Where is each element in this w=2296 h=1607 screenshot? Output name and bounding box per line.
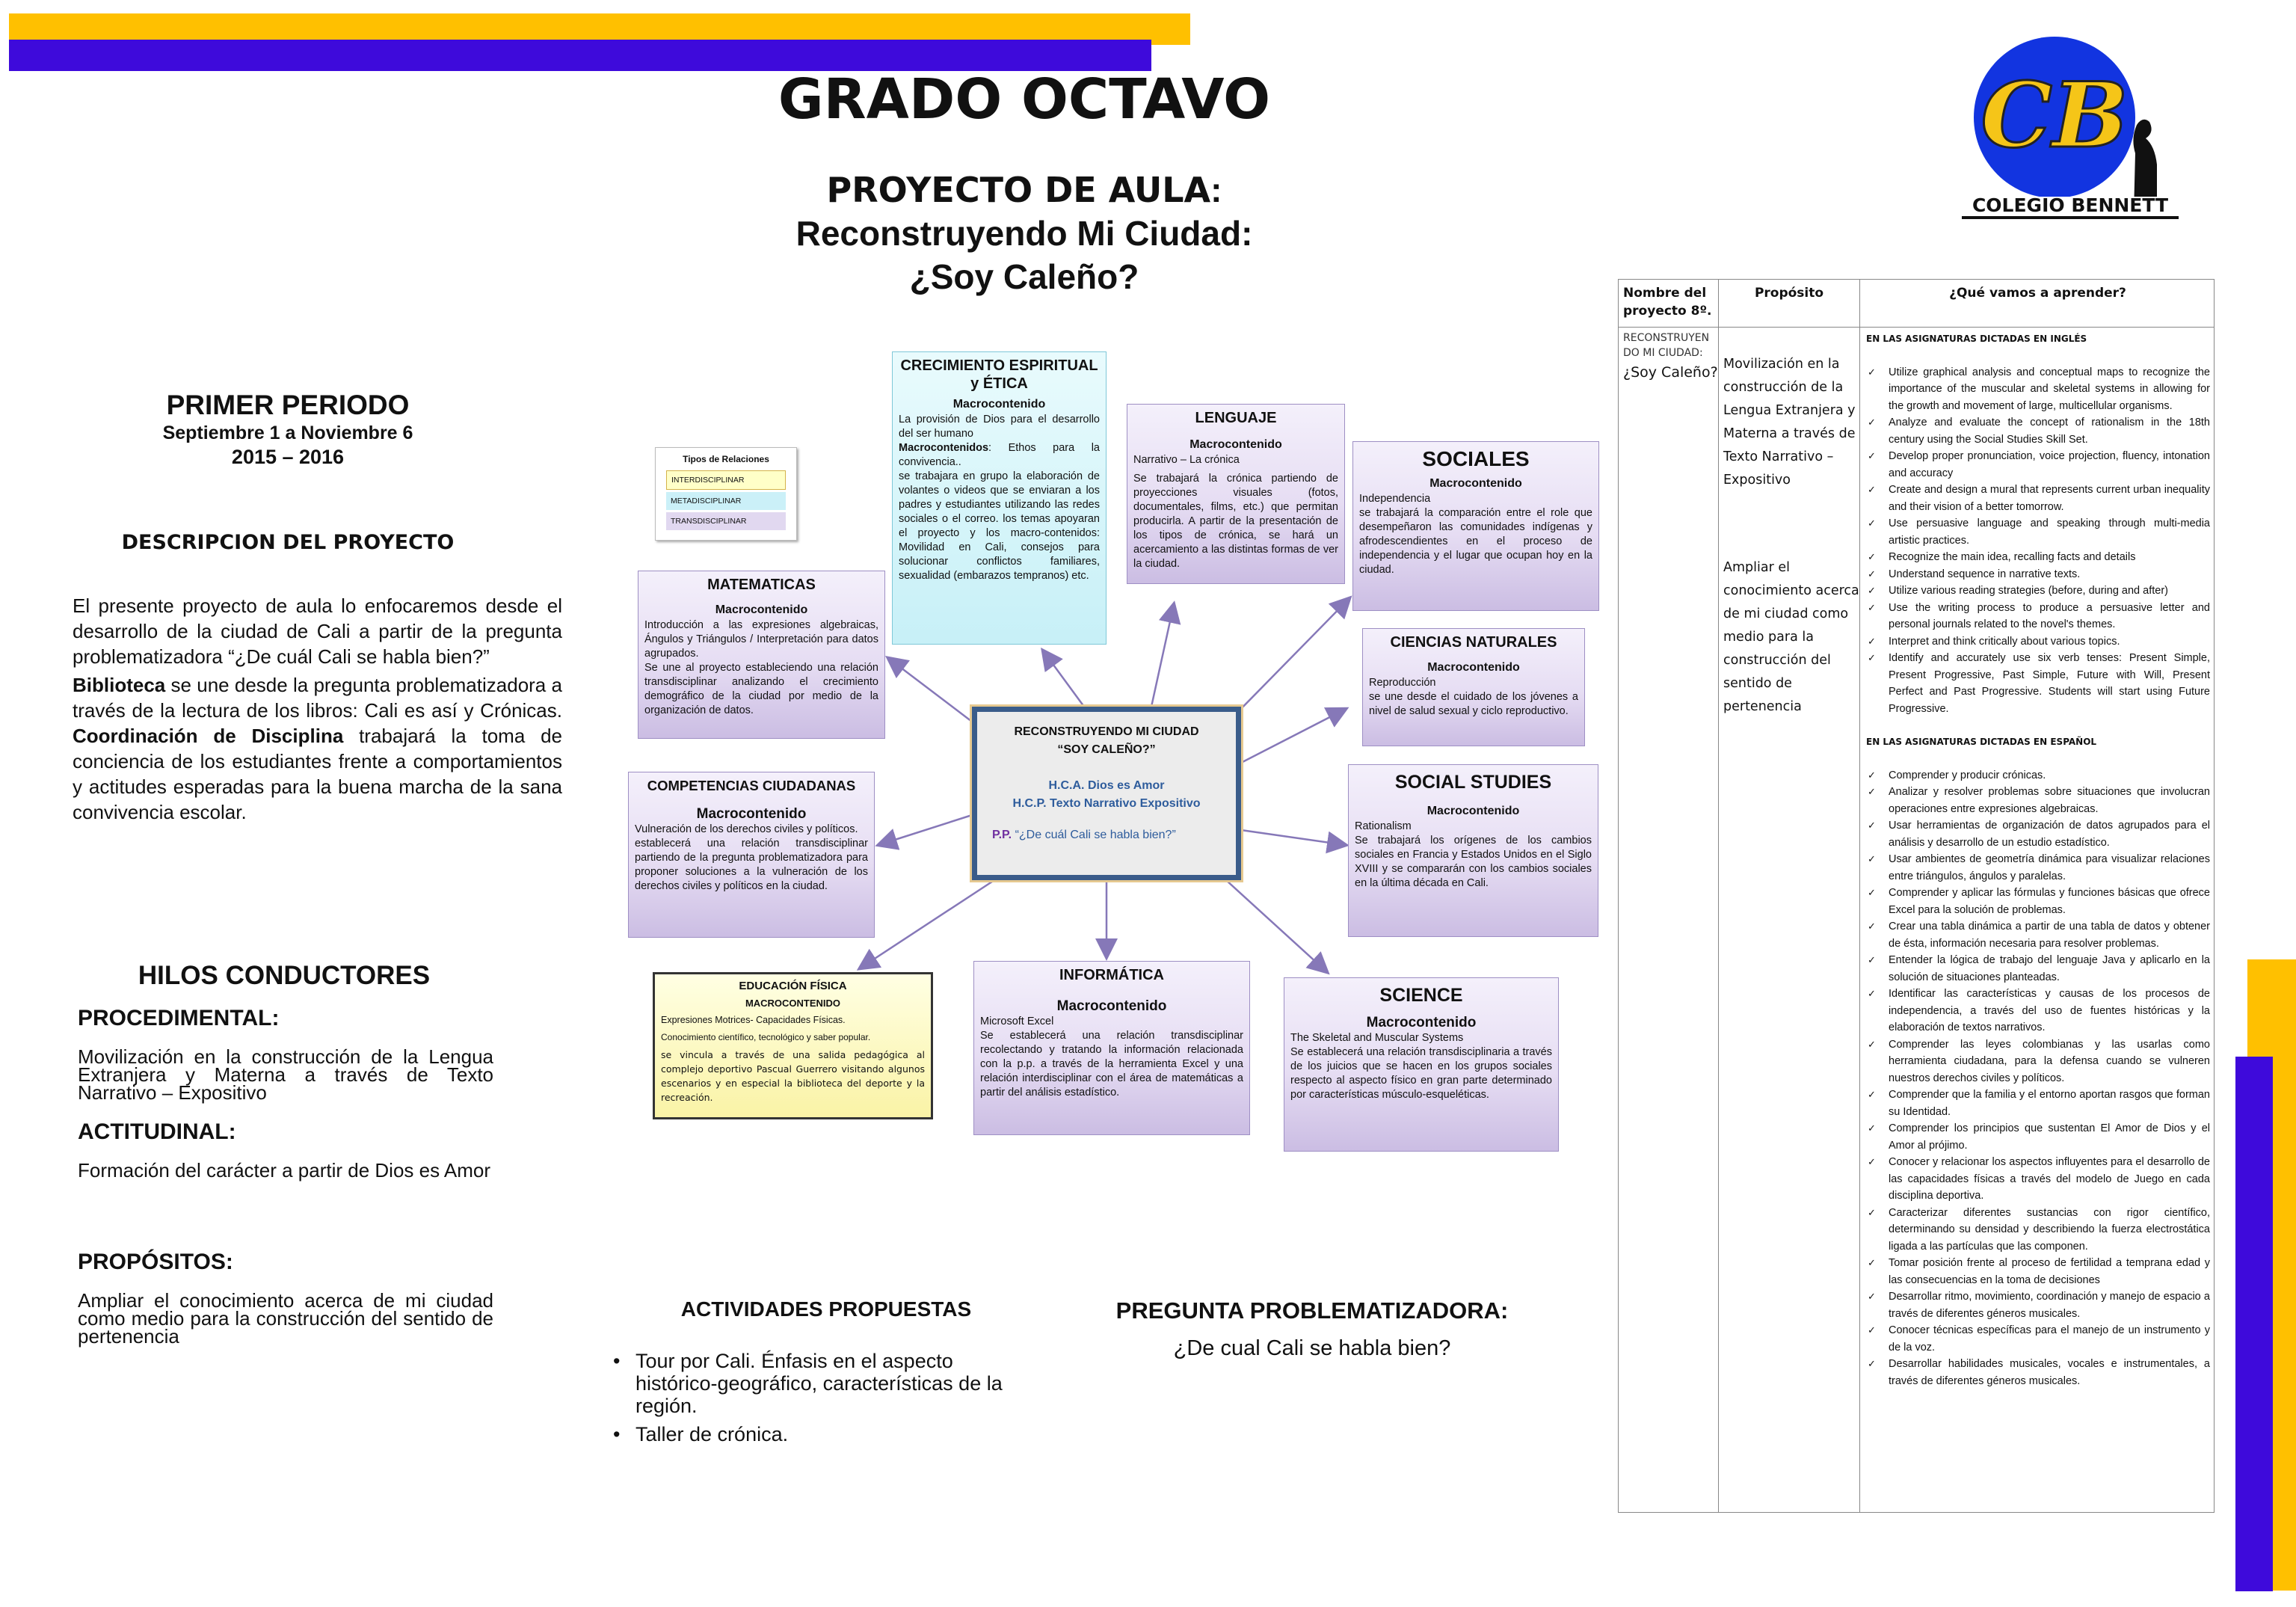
ingles-item: ✓ Interpret and think critically about various topics.	[1866, 633, 2210, 651]
table-header-aprender: ¿Qué vamos a aprender?	[1949, 286, 2126, 301]
espanol-item: ✓ Comprender y producir crónicas.	[1866, 767, 2210, 784]
espanol-item: ✓ Analizar y resolver problemas sobre situaciones que involucran operaciones entre expresiones algebraicas.	[1866, 784, 2210, 817]
actividades-title: ACTIVIDADES PROPUESTAS	[680, 1297, 972, 1321]
period-years: 2015 – 2016	[231, 446, 345, 468]
espanol-item: ✓ Desarrollar ritmo, movimiento, coordinación y manejo de espacio a través de diferentes géneros musicales.	[1866, 1288, 2210, 1322]
ingles-item: ✓ Use persuasive language and speaking through multi-media artistic practices.	[1866, 515, 2210, 549]
box-ciencias-text-2: se une desde el cuidado de los jóvenes a nivel de salud sexual y ciclo reproductivo.	[1369, 691, 1578, 717]
central-project-box	[972, 707, 1241, 880]
project-colon: :	[1210, 170, 1222, 209]
box-social-studies-title: SOCIAL STUDIES	[1394, 772, 1552, 793]
description-paragraph-1: El presente proyecto de aula lo enfocaremos desde el desarrollo de la ciudad de Cali a partir de la pregunta problematizadora “¿De cuál Cali se habla bien?”	[73, 594, 562, 668]
center-hcp: H.C.P. Texto Narrativo Expositivo	[1012, 797, 1201, 810]
espanol-item: ✓ Comprender los principios que sustentan El Amor de Dios y el Amor al prójimo.	[1866, 1120, 2210, 1154]
box-crecimiento-text-2	[899, 441, 1100, 470]
box-crecimiento-ethos: : Ethos para la convivencia..	[899, 442, 1100, 468]
box-informatica-title: INFORMÁTICA	[1059, 967, 1164, 983]
ingles-item: ✓ Develop proper pronunciation, voice projection, fluency, intonation and accuracy	[1866, 448, 2210, 482]
biblioteca-text: se une desde la pregunta problematizadora a través de la lectura de los libros: Cali es así y Crónicas.	[73, 674, 562, 722]
center-pp	[977, 829, 1236, 842]
box-matematicas	[638, 571, 885, 739]
box-informatica-macro: Macrocontenido	[1056, 998, 1167, 1014]
center-hca: H.C.A. Dios es Amor	[1048, 779, 1165, 792]
box-competencias-title: COMPETENCIAS CIUDADANAS	[647, 778, 856, 793]
box-social-studies	[1348, 764, 1598, 937]
box-matematicas-macro: Macrocontenido	[715, 603, 808, 616]
box-competencias-macro: Macrocontenido	[696, 806, 807, 822]
logo-initials: CB	[1980, 63, 2129, 168]
espanol-item: ✓ Usar herramientas de organización de datos agrupados para el análisis y desarrollo de un estudio estadístico.	[1866, 817, 2210, 851]
espanol-item: ✓ Crear una tabla dinámica a partir de una tabla de datos y obtener de ésta, información necesaria para resolver problemas.	[1866, 918, 2210, 952]
box-matematicas-title: MATEMATICAS	[707, 577, 816, 593]
biblioteca-label: Biblioteca	[73, 674, 166, 696]
legend-transdisciplinar: TRANSDISCIPLINAR	[666, 512, 786, 530]
center-line-2: “SOY CALEÑO?”	[1057, 743, 1156, 756]
box-informatica-text-2: Se establecerá una relación transdisciplinar recolectando y tratando la información relacionada con la p.p. a través de la herramienta Excel y una relación interdisciplinar con el área de matemáticas a partir del análisis estadístico.	[980, 1030, 1243, 1099]
box-lenguaje-macro: Macrocontenido	[1189, 438, 1282, 451]
actitudinal-text: Formación del carácter a partir de Dios es Amor	[78, 1159, 490, 1182]
table-project-name	[1623, 331, 1719, 380]
box-sociales-text-2: se trabajará la comparación entre el role que desempeñaron las comunidades indígenas y afrodescendientes en el proceso de independencia y el lugar que ocupan hoy en la ciudad.	[1359, 507, 1592, 576]
box-sociales	[1352, 441, 1599, 611]
box-lenguaje-title: LENGUAJE	[1195, 410, 1277, 426]
box-social-studies-text-2: Se trabajará los orígenes de los cambios sociales en Francia y Estados Unidos en el Siglo XVIII y se compararán con los cambios sociales en la última década en Cali.	[1355, 835, 1592, 889]
espanol-item: ✓ Caracterizar diferentes sustancias con rigor científico, determinando su densidad y describiendo la fuerza electrostática ligada a las partículas que las componen.	[1866, 1205, 2210, 1256]
box-lenguaje	[1127, 404, 1345, 584]
box-science	[1284, 977, 1559, 1152]
propositos-title: PROPÓSITOS:	[78, 1250, 233, 1274]
ingles-list	[1866, 364, 2210, 718]
box-educacion-text-1: Expresiones Motrices- Capacidades Físicas.	[661, 1015, 846, 1025]
legend-title: Tipos de Relaciones	[683, 454, 769, 464]
logo-school-name: COLEGIO BENNETT	[1962, 194, 2179, 219]
espanol-subtitle: EN LAS ASIGNATURAS DICTADAS EN ESPAÑOL	[1866, 737, 2097, 747]
table-proposito-1: Movilización en la construcción de la Lengua Extranjera y Materna a través de Texto Narrativo – Expositivo	[1723, 357, 1856, 488]
box-crecimiento-text-3: se trabajara en grupo la elaboración de volantes o videos que se enviaran a los padres y estudiantes utilizando las redes sociales o el correo. los temas apoyaran el proyecto y los macro-contenidos: Movilidad en Cali, consejos para solucionar conflictos familiares, sexualidad (embarazos tempranos) etc.	[899, 470, 1100, 582]
description-title: DESCRIPCION DEL PROYECTO	[121, 531, 455, 554]
ingles-item: ✓ Use the writing process to produce a persuasive letter and personal journals related to the novel's themes.	[1866, 600, 2210, 633]
ingles-item: ✓ Create and design a mural that represents current urban inequality and their vision of a better tomorrow.	[1866, 482, 2210, 515]
box-educacion-title: EDUCACIÓN FÍSICA	[739, 980, 847, 992]
ingles-item: ✓ Utilize various reading strategies (before, during and after)	[1866, 583, 2210, 600]
project-question: ¿Soy Caleño?	[909, 257, 1139, 296]
pregunta-title: PREGUNTA PROBLEMATIZADORA:	[1115, 1297, 1509, 1324]
espanol-item: ✓ Tomar posición frente al proceso de fertilidad a temprana edad y las consecuencias en la toma de decisiones	[1866, 1255, 2210, 1288]
ingles-item: ✓ Analyze and evaluate the concept of rationalism in the 18th century using the Social Studies Skill Set.	[1866, 414, 2210, 448]
box-sociales-macro: Macrocontenido	[1429, 477, 1522, 490]
box-matematicas-text-1: Introducción a las expresiones algebraicas, Ángulos y Triángulos / Interpretación para datos agrupados.	[644, 619, 878, 660]
ingles-item: ✓ Identify and accurately use six verb tenses: Present Simple, Present Progressive, Past Simple, Future with Will, Present Perfect and Past Progressive. Students will start using Future Progressive.	[1866, 650, 2210, 717]
box-crecimiento-bold: Macrocontenidos	[899, 442, 989, 454]
legend-interdisciplinar: INTERDISCIPLINAR	[666, 470, 786, 490]
table-header-proposito: Propósito	[1754, 286, 1824, 301]
pregunta-text: ¿De cual Cali se habla bien?	[1173, 1336, 1451, 1360]
box-matematicas-text-2: Se une al proyecto estableciendo una relación transdisciplinar analizando el crecimiento demográfico de la ciudad por medio de la organización de datos.	[644, 662, 878, 716]
espanol-item: ✓ Comprender que la familia y el entorno aportan rasgos que forman su Identidad.	[1866, 1087, 2210, 1120]
box-science-title: SCIENCE	[1379, 985, 1463, 1006]
espanol-item: ✓ Comprender las leyes colombianas y las usarlas como herramienta ciudadana, para la defensa cuando se vulneren nuestros derechos civiles y políticos.	[1866, 1036, 2210, 1087]
box-crecimiento-macro: Macrocontenido	[952, 398, 1046, 411]
ingles-item: ✓ Utilize graphical analysis and conceptual maps to recognize the importance of the muscular and skeletal systems in allowing for the growth and movement of large, multicellular organisms.	[1866, 364, 2210, 415]
ingles-item: ✓ Recognize the main idea, recalling facts and details	[1866, 549, 2210, 566]
table-proposito	[1723, 353, 1862, 719]
center-line-1: RECONSTRUYENDO MI CIUDAD	[1014, 725, 1199, 738]
disciplina-label: Coordinación de Disciplina	[73, 725, 344, 747]
espanol-list	[1866, 767, 2210, 1390]
box-educacion-fisica	[653, 972, 933, 1119]
page-title: GRADO OCTAVO	[778, 67, 1271, 132]
disciplina-text: trabajará la toma de conciencia de los estudiantes frente a comportamientos y actitudes esperadas para la buena marcha de la sana convivencia escolar.	[73, 725, 562, 823]
box-ciencias-text-1: Reproducción	[1369, 677, 1436, 689]
espanol-item: ✓ Desarrollar habilidades musicales, vocales e instrumentales, a través de diferentes géneros musicales.	[1866, 1356, 2210, 1389]
ingles-item: ✓ Understand sequence in narrative texts.	[1866, 566, 2210, 583]
ingles-subtitle: EN LAS ASIGNATURAS DICTADAS EN INGLÉS	[1866, 334, 2087, 344]
box-sociales-title: SOCIALES	[1422, 447, 1530, 470]
box-lenguaje-text-1: Narrativo – La crónica	[1133, 454, 1240, 466]
table-col-divider-1	[1718, 280, 1719, 1512]
actividad-item: • Tour por Cali. Énfasis en el aspecto histórico-geográfico, características de la región.	[613, 1350, 1032, 1417]
box-crecimiento-title: CRECIMIENTO ESPIRITUAL y ÉTICA	[900, 357, 1098, 392]
box-competencias-text-2: establecerá una relación transdisciplinar partiendo de la pregunta problematizadora para proponer soluciones a la vulneración de los derechos civiles y políticos en la ciudad.	[635, 838, 868, 892]
legend-metadisciplinar: METADISCIPLINAR	[666, 492, 786, 510]
box-ciencias-macro: Macrocontenido	[1427, 661, 1520, 674]
project-name: Reconstruyendo Mi Ciudad:	[795, 214, 1253, 253]
espanol-item: ✓ Conocer técnicas específicas para el manejo de un instrumento y de la voz.	[1866, 1322, 2210, 1356]
box-science-text-1: The Skeletal and Muscular Systems	[1290, 1032, 1464, 1044]
hilos-title: HILOS CONDUCTORES	[138, 961, 431, 990]
table-header-divider	[1619, 327, 2214, 328]
actitudinal-title: ACTITUDINAL:	[78, 1119, 236, 1144]
table-project-name-question: ¿Soy Caleño?	[1623, 364, 1718, 381]
propositos-text: Ampliar el conocimiento acerca de mi ciudad como medio para la construcción del sentido de pertenencia	[78, 1289, 493, 1348]
table-proposito-2: Ampliar el conocimiento acerca de mi ciudad como medio para la construcción del sentido de pertenencia	[1723, 560, 1859, 714]
learning-table	[1618, 279, 2215, 1513]
espanol-item: ✓ Conocer y relacionar los aspectos influyentes para el desarrollo de las capacidades físicas a través del modelo de Juego en cada disciplina deportiva.	[1866, 1154, 2210, 1205]
espanol-item: ✓ Identificar las características y causas de los procesos de independencia, a través del uso de fuentes históricas y la elaboración de textos narrativos.	[1866, 986, 2210, 1036]
box-informatica	[973, 961, 1250, 1135]
espanol-item: ✓ Comprender y aplicar las fórmulas y funciones básicas que ofrece Excel para la solución de problemas.	[1866, 885, 2210, 918]
center-pp-text: “¿De cuál Cali se habla bien?”	[1015, 829, 1176, 841]
procedimental-text: Movilización en la construcción de la Lengua Extranjera y Materna a través de Texto Narrativo – Expositivo	[78, 1045, 493, 1104]
box-social-studies-text-1: Rationalism	[1355, 820, 1412, 832]
period-title: PRIMER PERIODO	[166, 390, 410, 420]
procedimental-title: PROCEDIMENTAL:	[78, 1006, 280, 1030]
table-aprender	[1866, 331, 2210, 1406]
box-sociales-text-1: Independencia	[1359, 493, 1431, 505]
center-pp-label: P.P.	[992, 829, 1012, 841]
table-project-name-small: RECONSTRUYEN DO MI CIUDAD:	[1623, 332, 1710, 359]
period-dates: Septiembre 1 a Noviembre 6	[162, 423, 413, 443]
box-crecimiento-text-1: La provisión de Dios para el desarrollo del ser humano	[899, 414, 1100, 440]
box-competencias-text-1: Vulneración de los derechos civiles y políticos.	[635, 823, 858, 835]
box-lenguaje-text-2: Se trabajará la crónica partiendo de proyecciones visuales (fotos, documentales, films, etc.) que permitan producirla. A partir de la presentación de los tipos de crónica, se hará un acercamiento a las distintas formas de ver la ciudad.	[1133, 473, 1338, 570]
table-header-name: Nombre del proyecto 8º.	[1623, 286, 1712, 319]
actividades-list	[613, 1350, 1032, 1451]
actividad-item: • Taller de crónica.	[613, 1423, 1032, 1445]
box-educacion-macro: MACROCONTENIDO	[745, 998, 841, 1009]
box-crecimiento	[892, 351, 1107, 645]
espanol-item: ✓ Usar ambientes de geometría dinámica para visualizar relaciones entre triángulos, ángulos y paralelas.	[1866, 851, 2210, 885]
box-social-studies-macro: Macrocontenido	[1426, 805, 1520, 817]
project-label: PROYECTO DE AULA	[826, 170, 1211, 210]
box-educacion-text-3: se vincula a través de una salida pedagógica al complejo deportivo Pascual Guerrero visitando algunos escenarios y en especial la biblioteca del deporte y la recreación.	[661, 1049, 925, 1103]
box-ciencias-title: CIENCIAS NATURALES	[1390, 634, 1557, 651]
box-competencias	[628, 772, 875, 938]
box-ciencias	[1362, 628, 1585, 746]
box-science-text-2: Se establecerá una relación transdisciplinaria a través de los juicios que se hacen en los grupos sociales respecto al aspecto físico en gran parte determinado por características músculo-esqueléticas.	[1290, 1046, 1552, 1101]
box-educacion-text-2: Conocimiento científico, tecnológico y saber popular.	[661, 1032, 871, 1042]
espanol-item: ✓ Entender la lógica de trabajo del lenguaje Java y aplicarlo en la solución de situaciones planteadas.	[1866, 952, 2210, 986]
box-informatica-text-1: Microsoft Excel	[980, 1015, 1054, 1027]
box-science-macro: Macrocontenido	[1366, 1015, 1477, 1030]
